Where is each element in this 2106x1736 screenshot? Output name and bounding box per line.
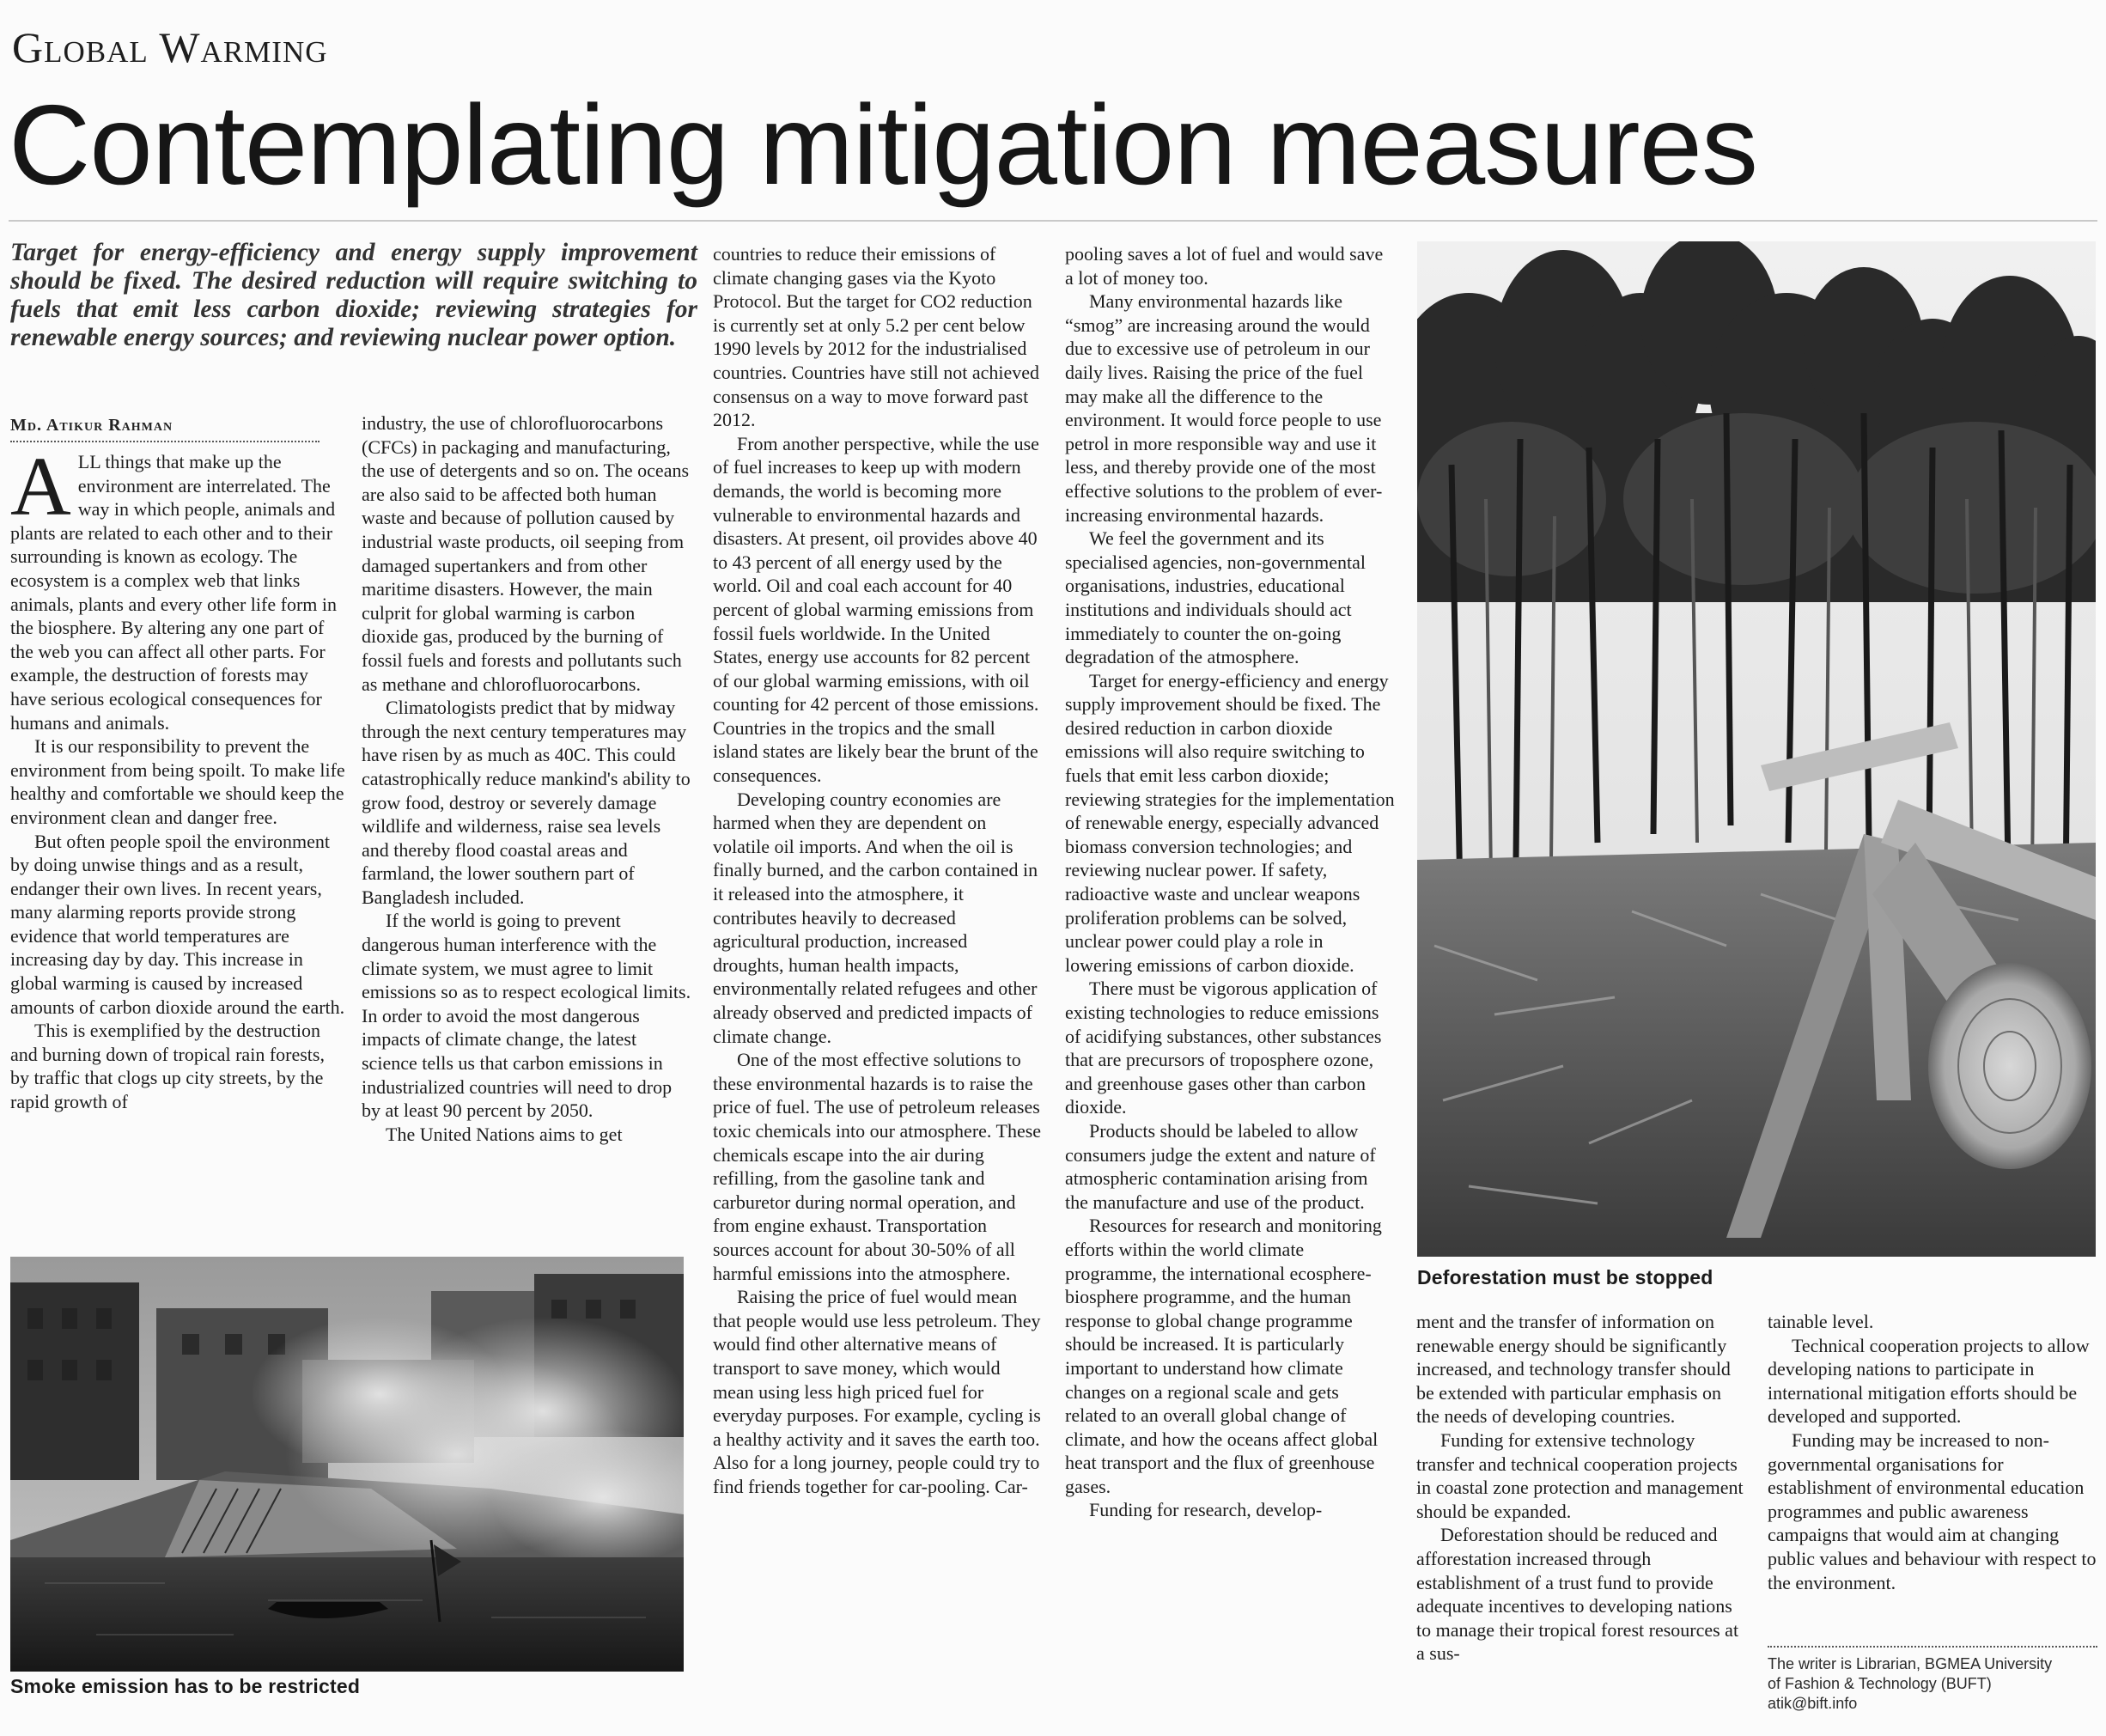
paragraph: The United Nations aims to get	[386, 1123, 623, 1145]
deck-standfirst: Target for energy-efficiency and energy supply improvement should be fixed. The desired reduction will require switching to fuels that emit less carbon dioxide; reviewing strategies for renewable energy sources; and reviewing nuclear power option.	[10, 239, 697, 351]
paragraph: If the world is going to prevent dangerous human interference with the climate system, we must agree to limit emissions so as to respect ecological limits. In order to avoid the most dangerous impacts of climate change, the latest science tells us that carbon emissions in industrialized countries will need to drop by at least 90 percent by 2050.	[362, 910, 691, 1122]
paragraph: ment and the transfer of information on renewable energy should be significantly increased, and technology transfer should be extended with particular emphasis on the needs of developing countries.	[1416, 1311, 1731, 1428]
byline: Md. Atikur Rahman	[10, 416, 320, 442]
paragraph: Raising the price of fuel would mean that people would use less petroleum. They would find other alternative means of transport to save money, which would mean using less high priced fuel for everyday purposes. For example, cycling is a healthy activity and it saves the earth too. Also for a long journey, people could try to find friends together for car-pooling. Car-	[713, 1286, 1041, 1497]
smoke-photo-caption: Smoke emission has to be restricted	[10, 1675, 361, 1697]
paragraph: It is our responsibility to prevent the environment from being spoilt. To make life healthy and comfortable we should keep the environment clean and danger free.	[10, 735, 345, 828]
author-note	[1768, 1646, 2097, 1714]
paragraph: There must be vigorous application of existing technologies to reduce emissions of acidifying substances, other substances that are precursors of troposphere ozone, and greenhouse gases other than carbon dioxide.	[1065, 978, 1382, 1118]
section-kicker: Global Warming	[12, 23, 328, 71]
deforestation-photo-caption: Deforestation must be stopped	[1417, 1266, 1713, 1288]
paragraph: Technical cooperation projects to allow developing nations to participate in international mitigation efforts should be developed and supported.	[1768, 1334, 2090, 1428]
paragraph: pooling saves a lot of fuel and would save a lot of money too.	[1065, 243, 1384, 289]
body-column-6	[1768, 1310, 2097, 1594]
paragraph: Resources for research and monitoring efforts within the world climate programme, the international ecosphere-biosphere programme, and the human response to global change programme should be increased. It is particularly important to understand how climate changes on a regional scale and gets related to an overall global change of climate, and how the oceans affect global heat transport and the flux of greenhouse gases.	[1065, 1215, 1382, 1497]
top-rule	[9, 220, 2097, 222]
headline: Contemplating mitigation measures	[9, 82, 1758, 208]
author-note-line: of Fashion & Technology (BUFT)	[1768, 1675, 1992, 1692]
paragraph: countries to reduce their emissions of climate changing gases via the Kyoto Protocol. But the target for CO2 reduction is currently set at only 5.2 per cent below 1990 levels by 2012 for the industrialised countries. Countries have still not achieved consensus on a way to move forward past 2012.	[713, 243, 1040, 431]
smoke-photo-image	[10, 1257, 684, 1672]
paragraph: Deforestation should be reduced and afforestation increased through establishment of a trust fund to provide adequate incentives to developing nations to manage their tropical forest resources at a sus-	[1416, 1524, 1739, 1665]
paragraph: Funding for research, develop-	[1089, 1499, 1323, 1521]
paragraph: Funding for extensive technology transfer and technical cooperation projects in coastal zone protection and management should be expanded.	[1416, 1428, 1744, 1522]
paragraph: But often people spoil the environment by doing unwise things and as a result, endanger their own lives. In recent years, many alarming reports provide strong evidence that world temperatures are increasing day by day. This increase in global warming is caused by increased amounts of carbon dioxide around the earth.	[10, 830, 345, 1018]
paragraph: From another perspective, while the use of fuel increases to keep up with modern demands, the world is becoming more vulnerable to environmental hazards and disasters. At present, oil provides above 40 to 43 percent of all energy used by the world. Oil and coal each account for 40 percent of global warming emissions from fossil fuels worldwide. In the United States, energy use accounts for 82 percent of our global warming emissions, with oil counting for 42 percent of those emissions. Countries in the tropics and the small island states are likely bear the brunt of the consequences.	[713, 432, 1039, 787]
paragraph: Target for energy-efficiency and energy supply improvement should be fixed. The desired reduction in carbon dioxide emissions will also require switching to fuels that emit less carbon dioxide; reviewing strategies for the implementation of renewable energy, especially advanced biomass conversion technologies; and reviewing nuclear power. If safety, radioactive waste and unclear weapons proliferation problems can be solved, unclear power could play a role in lowering emissions of carbon dioxide.	[1065, 669, 1395, 976]
paragraph: Products should be labeled to allow consumers judge the extent and nature of atmospheric contamination arising from the manufacture and use of the product.	[1065, 1119, 1376, 1213]
body-column-4	[1065, 242, 1395, 1522]
body-column-1	[10, 441, 345, 1114]
paragraph-text: LL things that make up the environment are interrelated. The way in which people, animals and plants are related to each other and to their surrounding is known as ecology. The ecosystem is a complex web that links animals, plants and every other life form in the biosphere. By altering any one part of the web you can affect all other parts. For example, the destruction of forests may have serious ecological consequences for humans and animals.	[10, 451, 337, 734]
deforestation-photo	[1417, 241, 2096, 1257]
paragraph: Climatologists predict that by midway through the next century temperatures may have risen by as much as 40C. This could catastrophically reduce mankind's ability to grow food, destroy or severely damage wildlife and wilderness, raise sea levels and thereby flood coastal areas and farmland, the lower southern part of Bangladesh included.	[362, 697, 691, 908]
paragraph: Many environmental hazards like “smog” are increasing around the would due to excessive use of petroleum in our daily lives. Raising the price of the fuel may make all the difference to the environment. It would force people to use petrol in more responsible way and use it less, and thereby provide one of the most effective solutions to the problem of ever-increasing environmental hazards.	[1065, 290, 1383, 526]
paragraph: We feel the government and its specialised agencies, non-governmental organisations, industries, educational institutions and individuals should act immediately to counter the on-going degradation of the atmosphere.	[1065, 527, 1366, 668]
body-column-5	[1416, 1310, 1746, 1666]
paragraph: This is exemplified by the destruction and burning down of tropical rain forests, by traffic that clogs up city streets, by the rapid growth of	[10, 1020, 325, 1113]
paragraph	[10, 441, 345, 734]
author-note-line: The writer is Librarian, BGMEA University	[1768, 1655, 2053, 1672]
deforestation-photo-image	[1417, 241, 2096, 1257]
paragraph: One of the most effective solutions to these environmental hazards is to raise the price of fuel. The use of petroleum releases toxic chemicals into our atmosphere. These chemicals escape into the air during refilling, from the gasoline tank and carburetor during normal operation, and from engine exhaust. Transportation sources account for about 30-50% of all harmful emissions into the atmosphere.	[713, 1049, 1042, 1284]
author-email: atik@bift.info	[1768, 1695, 1858, 1712]
body-column-2	[362, 411, 691, 1146]
paragraph: industry, the use of chlorofluorocarbons (CFCs) in packaging and manufacturing, the use of detergents and so on. The oceans are also said to be affected both human waste and because of pollution caused by industrial waste products, oil seeping from damaged supertankers and from other maritime disasters. However, the main culprit for global warming is carbon dioxide gas, produced by the burning of fossil fuels and forests and pollutants such as methane and chlorofluorocarbons.	[362, 412, 690, 695]
paragraph: tainable level.	[1768, 1311, 1874, 1332]
paragraph: Developing country economies are harmed when they are dependent on volatile oil imports. And when the oil is finally burned, and the carbon contained in it released into the atmosphere, it contributes heavily to decreased agricultural production, increased droughts, human health impacts, environmentally related refugees and other already observed and predicted impacts of climate change.	[713, 788, 1038, 1047]
smoke-photo	[10, 1257, 684, 1672]
paragraph: Funding may be increased to non-governmental organisations for establishment of environmental education programmes and public awareness campaigns that would aim at changing public values and behaviour with respect to the environment.	[1768, 1428, 2097, 1593]
body-column-3	[713, 242, 1043, 1498]
dropcap: A	[10, 441, 71, 533]
